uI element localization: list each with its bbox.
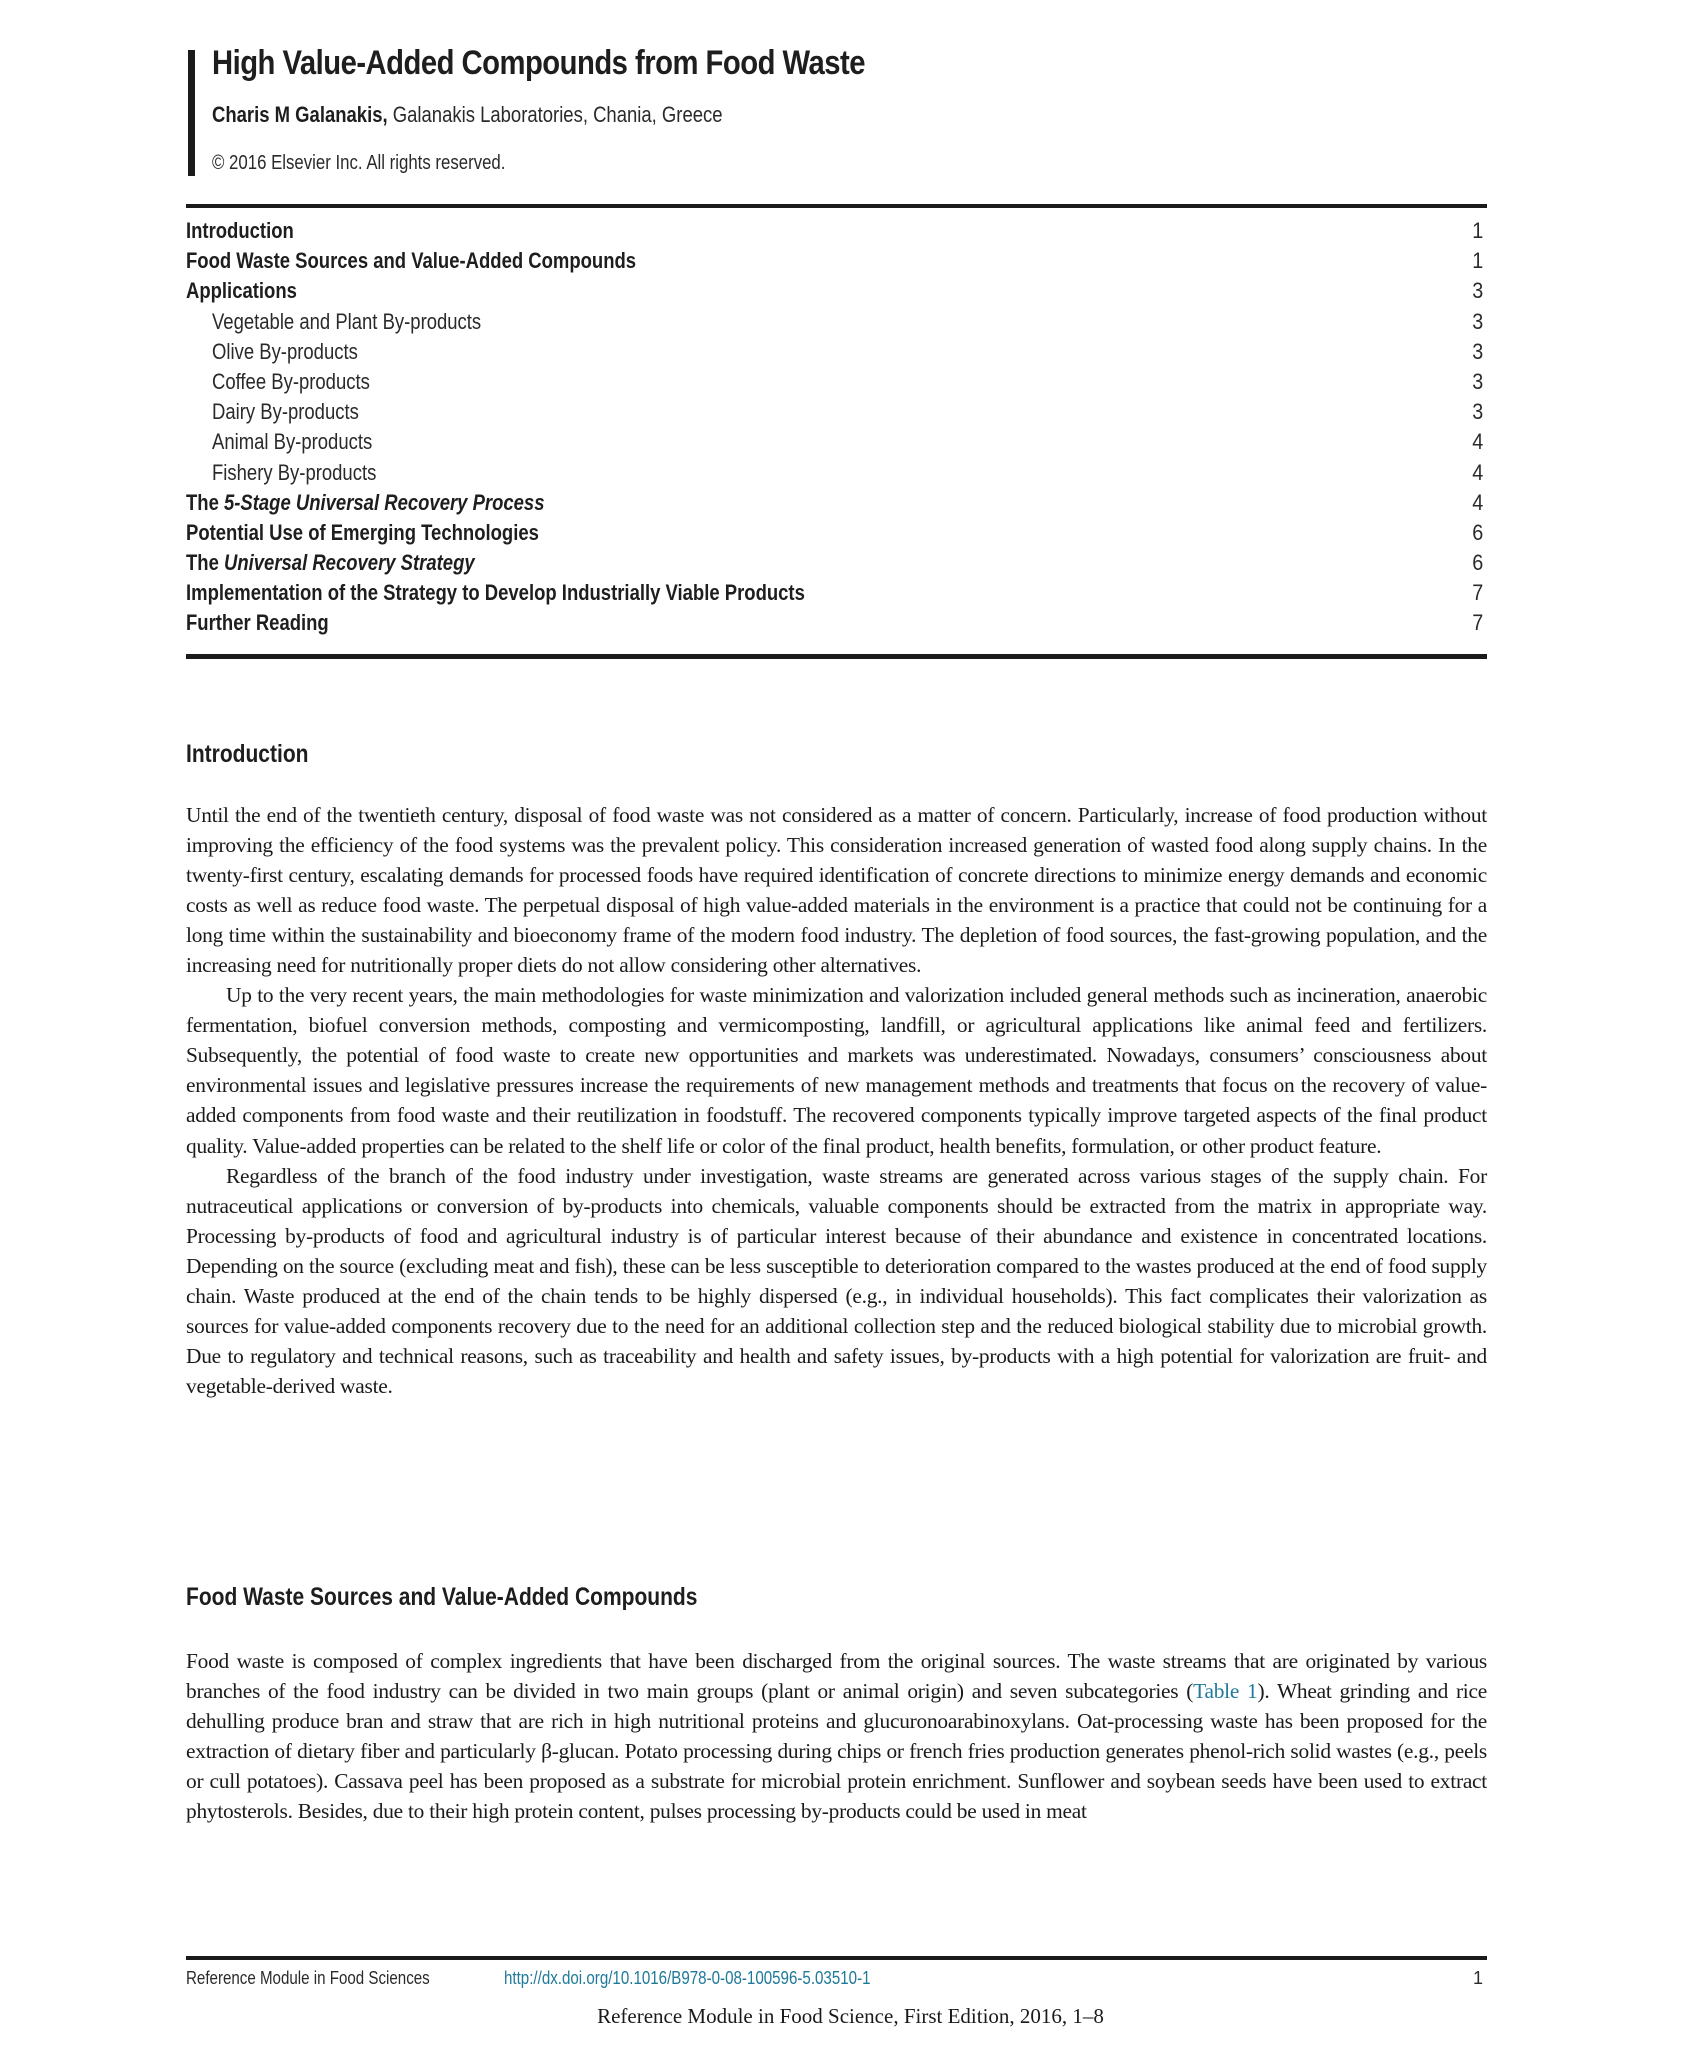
section-heading-introduction: Introduction — [186, 740, 309, 768]
paragraph-text: Food waste is composed of complex ingredients that have been discharged from the original sources. The waste streams that are originated by various branches of the food industry can be divided in two main groups (plant or animal origin) and seven subcategories ( — [186, 1649, 1487, 1704]
toc-entry[interactable] — [186, 397, 1487, 427]
toc-entry-text: Food Waste Sources and Value-Added Compounds — [186, 248, 637, 274]
toc-entry-label — [212, 427, 372, 457]
article-title: High Value-Added Compounds from Food Waste — [212, 44, 866, 82]
toc-entry[interactable] — [186, 548, 1487, 578]
toc-entry-label — [212, 337, 358, 367]
toc-entry-page: 4 — [1471, 429, 1483, 455]
toc-entry-page: 3 — [1471, 368, 1483, 394]
section-heading-food-waste-sources: Food Waste Sources and Value-Added Compounds — [186, 1583, 698, 1611]
toc-entry-text: Further Reading — [186, 610, 329, 636]
toc-entry-page: 7 — [1471, 580, 1483, 606]
header-accent-bar — [188, 50, 195, 176]
toc-entry-label — [212, 367, 370, 397]
paragraph — [186, 1646, 1487, 1826]
toc-entry[interactable] — [186, 427, 1487, 457]
toc-entry-page: 3 — [1471, 399, 1483, 425]
toc-entry-page: 3 — [1471, 278, 1483, 304]
toc-entry-text: Dairy By-products — [212, 399, 359, 425]
toc-entry-italic-text: 5-Stage Universal Recovery Process — [223, 489, 545, 515]
author-line — [212, 102, 723, 128]
toc-entry-label — [186, 548, 475, 578]
toc-entry-text: Animal By-products — [212, 429, 373, 455]
toc-entry-text: Potential Use of Emerging Technologies — [186, 519, 539, 545]
toc-entry-label — [186, 216, 294, 246]
toc-entry-text: Introduction — [186, 218, 294, 243]
toc-entry-page: 4 — [1471, 459, 1483, 485]
toc-entry-label — [186, 578, 805, 608]
toc-entry[interactable] — [186, 276, 1487, 306]
toc-entry-page: 6 — [1471, 550, 1483, 576]
toc-entry-label — [212, 307, 481, 337]
toc-entry-text: Implementation of the Strategy to Develop Industrially Viable Products — [186, 580, 805, 606]
toc-entry-page: 6 — [1471, 519, 1483, 545]
toc-entry-label — [186, 246, 636, 276]
toc-entry-page: 3 — [1471, 338, 1483, 364]
toc-entry-text: The — [186, 550, 224, 576]
toc-entry[interactable] — [186, 246, 1487, 276]
author-name: Charis M Galanakis, — [212, 102, 388, 127]
footer-rule — [186, 1956, 1487, 1960]
toc-top-rule — [186, 204, 1487, 208]
toc-entry-label — [212, 397, 359, 427]
toc-entry-label — [186, 276, 297, 306]
toc-entry-label — [186, 488, 544, 518]
toc-entry-text: Fishery By-products — [212, 459, 377, 485]
paragraph-text: ). Wheat grinding and rice dehulling produce bran and straw that are rich in high nutritional proteins and glucuronoarabinoxylans. Oat-processing waste has been proposed for the extraction of dietary fiber and particularly β-glucan. Potato processing during chips or french fries production generates phenol-rich solid wastes (e.g., peels or cull potatoes). Cassava peel has been proposed as a substrate for microbial protein enrichment. Sunflower and soybean seeds have been used to extract phytosterols. Besides, due to their high protein content, pulses processing by-products could be used in meat — [186, 1679, 1487, 1824]
doi-link[interactable]: http://dx.doi.org/10.1016/B978-0-08-100596-5.03510-1 — [504, 1968, 871, 1988]
copyright-notice: © 2016 Elsevier Inc. All rights reserved. — [212, 152, 506, 174]
food-waste-sources-body — [186, 1646, 1487, 1826]
toc-entry[interactable] — [186, 367, 1487, 397]
toc-entry[interactable] — [186, 337, 1487, 367]
toc-entry-page: 3 — [1471, 308, 1483, 334]
table-of-contents — [186, 216, 1487, 639]
toc-entry[interactable] — [186, 307, 1487, 337]
toc-entry-page: 4 — [1471, 489, 1483, 515]
toc-entry-page: 1 — [1471, 218, 1483, 243]
toc-entry-page: 1 — [1471, 248, 1483, 274]
toc-entry-text: Vegetable and Plant By-products — [212, 308, 482, 334]
toc-entry-text: Applications — [186, 278, 297, 304]
toc-entry-italic-text: Universal Recovery Strategy — [223, 550, 475, 576]
toc-entry[interactable] — [186, 458, 1487, 488]
paragraph: Up to the very recent years, the main methodologies for waste minimization and valorization included general methods such as incineration, anaerobic fermentation, biofuel conversion methods, composting and vermicomposting, landfill, or agricultural applications like animal feed and fertilizers. Subsequently, the potential of food waste to create new opportunities and markets was underestimated. Nowadays, consumers’ consciousness about environmental issues and legislative pressures increase the requirements of new management methods and treatments that focus on the recovery of value-added components from food waste and their reutilization in foodstuff. The recovered components typically improve targeted aspects of the final product quality. Value-added properties can be related to the shelf life or color of the final product, health benefits, formulation, or other product feature. — [186, 983, 1487, 1158]
toc-entry[interactable] — [186, 578, 1487, 608]
toc-entry[interactable] — [186, 216, 1487, 246]
toc-entry-label — [186, 518, 539, 548]
toc-entry-text: Olive By-products — [212, 338, 358, 364]
toc-entry-text: Coffee By-products — [212, 368, 370, 394]
citation-line: Reference Module in Food Science, First Edition, 2016, 1–8 — [597, 2004, 1104, 2028]
footer-journal-name: Reference Module in Food Sciences — [186, 1968, 430, 1988]
toc-entry-label — [186, 608, 329, 638]
toc-entry[interactable] — [186, 608, 1487, 638]
toc-bottom-rule — [186, 654, 1487, 659]
paragraph: Regardless of the branch of the food industry under investigation, waste streams are generated across various stages of the supply chain. For nutraceutical applications or conversion of by-products into chemicals, valuable components should be extracted from the matrix in appropriate way. Processing by-products of food and agricultural industry is of particular interest because of their abundance and existence in concentrated locations. Depending on the source (excluding meat and fish), these can be less susceptible to deterioration compared to the wastes produced at the end of food supply chain. Waste produced at the end of the chain tends to be highly dispersed (e.g., in individual households). This fact complicates their valorization as sources for value-added components recovery due to the need for an additional collection step and the reduced biological stability due to microbial growth. Due to regulatory and technical reasons, such as traceability and health and safety issues, by-products with a high potential for valorization are fruit- and vegetable-derived waste. — [186, 1163, 1487, 1398]
author-affiliation: Galanakis Laboratories, Chania, Greece — [387, 102, 723, 127]
toc-entry-text: The — [186, 489, 224, 515]
paragraph: Until the end of the twentieth century, disposal of food waste was not considered as a matter of concern. Particularly, increase of food production without improving the efficiency of the food systems was the prevalent policy. This consideration increased generation of wasted food along supply chains. In the twenty-first century, escalating demands for processed foods have required identification of concrete directions to minimize energy demands and economic costs as well as reduce food waste. The perpetual disposal of high value-added materials in the environment is a practice that could not be continuing for a long time within the sustainability and bioeconomy frame of the modern food industry. The depletion of food sources, the fast-growing population, and the increasing need for nutritionally proper diets do not allow considering other alternatives. — [186, 803, 1487, 978]
toc-entry[interactable] — [186, 488, 1487, 518]
page-number: 1 — [1472, 1968, 1483, 1988]
toc-entry-page: 7 — [1471, 610, 1483, 636]
table-1-link[interactable]: Table 1 — [1193, 1679, 1258, 1704]
toc-entry[interactable] — [186, 518, 1487, 548]
toc-entry-label — [212, 458, 376, 488]
introduction-body — [186, 800, 1487, 1401]
